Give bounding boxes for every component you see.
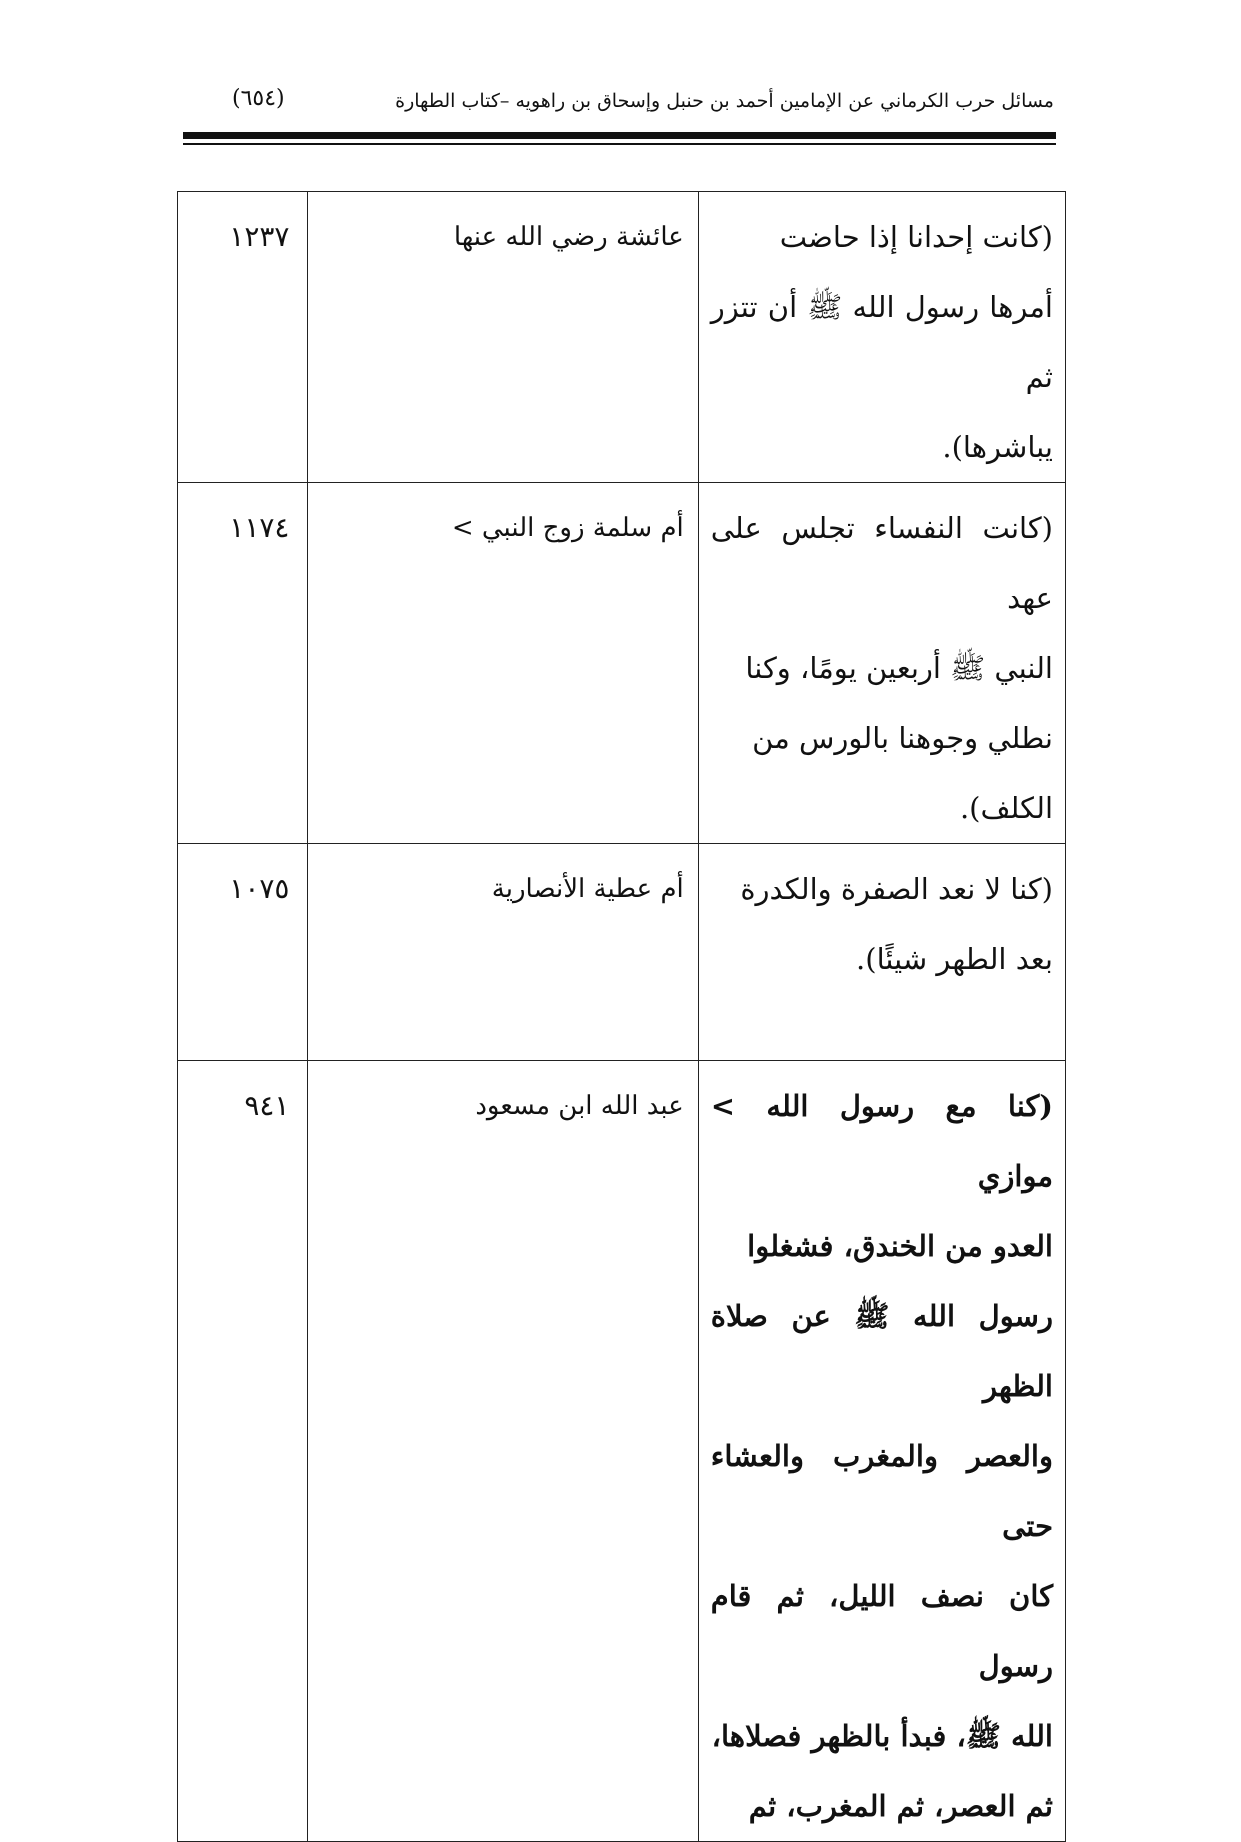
narrator-cell [308,844,698,1061]
hadith-text-line: (كانت إحدانا إذا حاضت [779,220,1053,254]
header-rule-thin [183,143,1056,145]
hadith-number-cell [178,1061,308,1842]
running-header-title: مسائل حرب الكرماني عن الإمامين أحمد بن حنبل وإسحاق بن راهويه –كتاب الطهارة [395,90,1054,112]
hadith-text [699,844,1065,994]
narrator-cell [308,483,698,844]
hadith-index-table [177,191,1066,1842]
hadith-text-line: الله ﷺ، فبدأ بالظهر فصلاها، [711,1719,1053,1753]
narrator-name: عائشة رضي الله عنها [453,222,684,252]
hadith-number-cell [178,483,308,844]
page-number: (٦٥٤) [232,86,285,111]
hadith-text-cell [698,192,1065,483]
hadith-text-line: بعد الطهر شيئًا). [856,942,1053,976]
hadith-text-line: أمرها رسول الله ﷺ أن تتزر ثم [710,290,1053,394]
hadith-text-cell [698,483,1065,844]
hadith-text-cell [698,1061,1065,1842]
hadith-number-cell [178,192,308,483]
narrator-name: أم سلمة زوج النبي > [451,513,684,543]
hadith-text-line: النبي ﷺ أربعين يومًا، وكنا [745,651,1053,685]
narrator-cell [308,1061,698,1842]
table-row [178,844,1066,1061]
hadith-text-line: الكلف). [959,791,1053,825]
hadith-text-line: رسول الله ﷺ عن صلاة الظهر [710,1299,1053,1403]
hadith-text-line: كان نصف الليل، ثم قام رسول [710,1579,1053,1683]
hadith-number: ١٢٣٧ [229,220,290,253]
hadith-text [699,483,1065,843]
hadith-text [699,1061,1065,1841]
hadith-number: ٩٤١ [244,1089,290,1122]
running-header [232,84,1054,124]
hadith-text-line: يباشرها). [942,430,1053,464]
hadith-text-line: (كنا لا نعد الصفرة والكدرة [740,872,1053,906]
hadith-text-line: ثم العصر، ثم المغرب، ثم [748,1789,1053,1823]
hadith-text [699,192,1065,482]
hadith-text-cell [698,844,1065,1061]
hadith-number-cell [178,844,308,1061]
narrator-name: أم عطية الأنصارية [491,874,684,904]
header-rule-thick [183,132,1056,139]
table-row [178,1061,1066,1842]
hadith-text-line: (كانت النفساء تجلس على عهد [710,511,1053,615]
hadith-text-line: نطلي وجوهنا بالورس من [752,721,1053,755]
hadith-text-line: (كنا مع رسول الله > موازي [710,1089,1053,1193]
narrator-cell [308,192,698,483]
table-row [178,483,1066,844]
hadith-text-line: والعصر والمغرب والعشاء حتى [710,1439,1053,1543]
hadith-number: ١١٧٤ [229,511,290,544]
hadith-text-line: العدو من الخندق، فشغلوا [747,1229,1053,1263]
narrator-name: عبد الله ابن مسعود [475,1091,684,1121]
hadith-number: ١٠٧٥ [229,872,290,905]
table-row [178,192,1066,483]
